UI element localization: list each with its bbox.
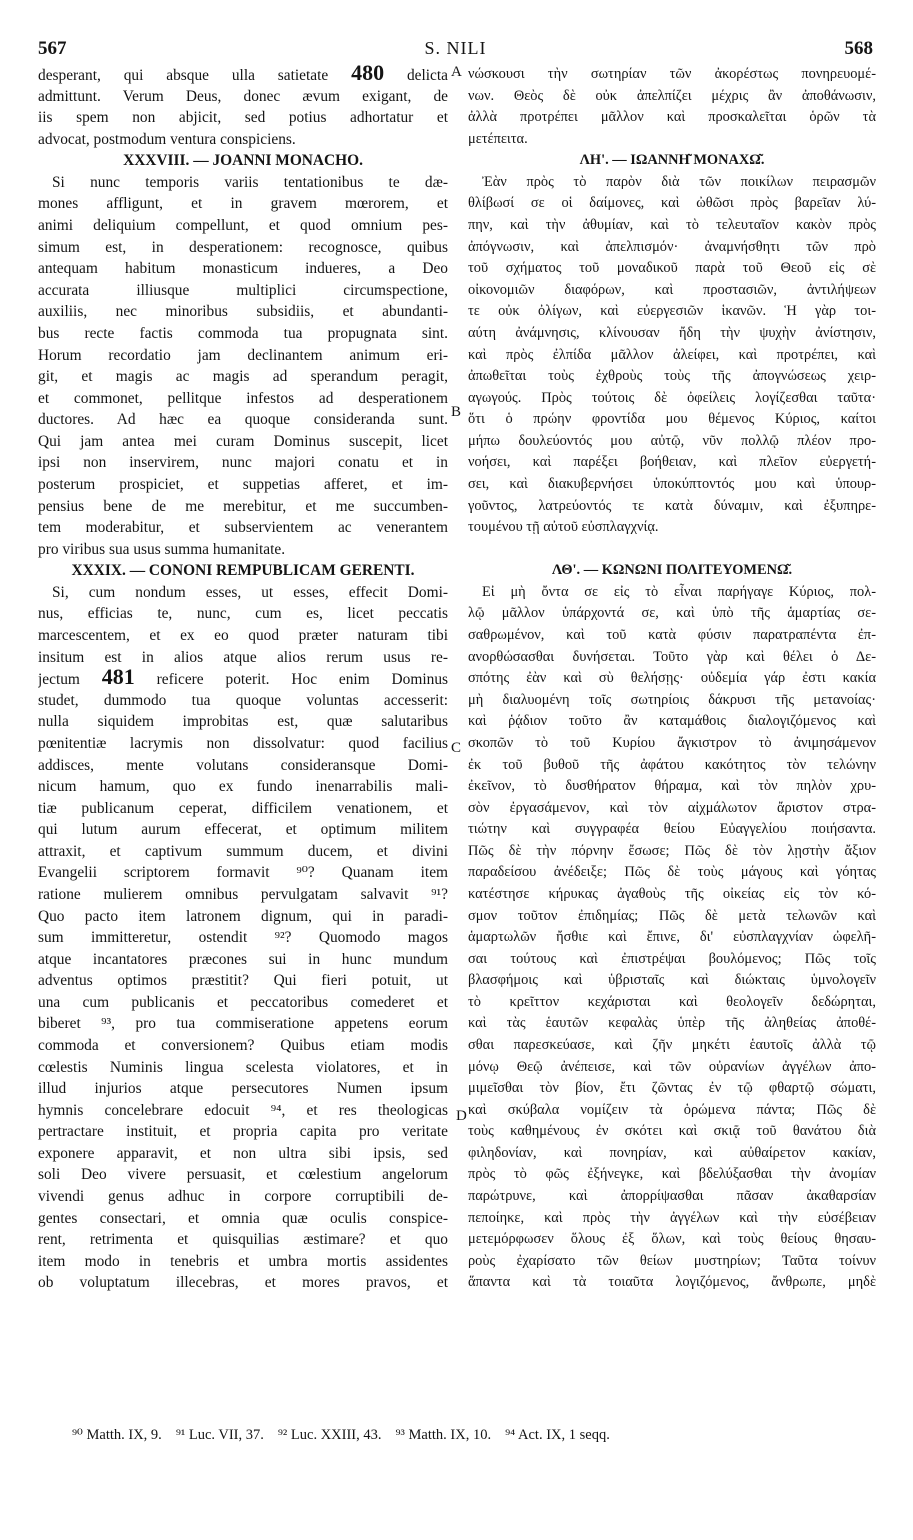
greek-line: αύτη ἀνάμνησις, κλίνουσαν ἤδη τὴν ψυχὴν ἀνίστησιν, (468, 324, 876, 341)
greek-line: καὶ πρὸς ἐλπίδα μᾶλλον ἀλείφει, καὶ προτρέπει, καὶ (468, 346, 876, 363)
greek-line: πην, καὶ τὴν ἀθυμίαν, καὶ τὸ τελευταῖον κακὸν πρὸς (468, 217, 876, 234)
latin-line: admittunt. Verum Deus, donec ævum exigant, de (38, 87, 448, 105)
line-text: desperant, qui absque ulla satietate (38, 67, 352, 84)
latin-column (38, 64, 448, 1294)
greek-line: μὴ διαλυομένη τοῖς σωτηρίοις δάκρυσι τῆς μετανοίας· (468, 691, 876, 708)
greek-line: τιώτην καὶ συγγραφέα θείου Εὐαγγελίου ποιήσαντα. (468, 821, 876, 838)
greek-line: ἀπόγνωσιν, καὶ ἀπελπισμόν· ἀναμνήσθητι τῶν πρὸ (468, 238, 876, 255)
latin-line: atque incantatores præcones sui in hunc mundum (38, 950, 448, 968)
line-text: delicta (384, 67, 448, 84)
latin-line: exponere apparavit, et non ultra sibi ipsis, sed (38, 1144, 448, 1162)
greek-line: πεποίηκε, καὶ πρὸς τὴν ἀγγέλων καὶ τὴν εὐσέβειαν (468, 1209, 876, 1226)
latin-line: pœnitentiæ lacrymis non dissolvatur: quod facilius (38, 734, 448, 752)
latin-line: Si nunc temporis variis tentationibus te dæ- (52, 173, 448, 191)
greek-line: ἀπωθεῖται τοὺς ἐχθροὺς τοὺς τῆς ἀπογνώσεως χειρ- (468, 368, 876, 385)
latin-line: una cum publicanis et peccatoribus comederet et (38, 993, 448, 1011)
greek-line: νοήσει, καὶ παρέξει βοήθειαν, καὶ πλεῖον εὐεργετή- (468, 454, 876, 471)
running-title: S. NILI (424, 38, 487, 58)
greek-line: μόνῳ Θεῷ ἀνέπεισε, καὶ τῶν οὐρανίων ἀγγέλων ἀπο- (468, 1058, 876, 1075)
latin-line: tem moderabitur, et subservientem ac venerantem (38, 519, 448, 537)
latin-line: posterum prospiciet, et suppetias afferet, et im- (38, 475, 448, 493)
greek-line: ανορθώσασθαι δυνήσεται. Τοῦτο γὰρ καὶ θέλει ὁ Δε- (468, 648, 876, 665)
latin-line: hymnis concelebrare edocuit ⁹⁴, et res theologicas (38, 1101, 448, 1119)
latin-line: git, et magis ac magis ad sperandum peragit, (38, 368, 448, 386)
latin-line: pro viribus sua usus summa humanitate. (38, 540, 286, 558)
latin-line: insitum est in alios atque alios rerum usus re- (38, 648, 448, 666)
latin-line: nulla siquidem improbitas est, quæ salutaribus (38, 713, 448, 731)
latin-line: addisces, mente volutans consideransque Domi- (38, 756, 448, 774)
greek-line (468, 539, 876, 561)
latin-line: nus, efficias te, nunc, cum es, licet peccatis (38, 605, 448, 623)
latin-line: pertractare instituit, et propria capita pro veritate (38, 1123, 448, 1141)
latin-line: tiæ publicanum ceperat, difficilem venationem, et (38, 799, 448, 817)
latin-line: marcescentem, et ex eo quod præter naturam tibi (38, 627, 448, 645)
running-header (38, 38, 873, 62)
latin-line: ob voluptatum illecebras, et mores pravos, et (38, 1274, 448, 1292)
latin-line (38, 668, 448, 690)
greek-line: Ἐὰν πρὸς τὸ παρὸν διὰ τῶν ποικίλων πειρασμῶν (482, 173, 876, 190)
footnote: ⁹⁴ Act. IX, 1 seqq. (505, 1427, 610, 1443)
column-number: 481 (101, 668, 135, 690)
latin-line: attraxit, et captivum summum ducem, et divini (38, 842, 448, 860)
latin-line: studet, dummodo tua quoque voluntas accesserit: (38, 691, 448, 709)
latin-line: rent, retrimenta et quisquilias æstimare? et quo (38, 1231, 448, 1249)
latin-line: mones affligunt, et in gravem mœrorem, et (38, 195, 448, 213)
latin-line: item modo in tenebris et umbra mortis assidentes (38, 1252, 448, 1270)
greek-line: αγωγούς. Πρὸς τούτοις δὲ ὀφείλεις λογίζεσθαι ταῦτα· (468, 389, 876, 406)
latin-line: nicum hamum, quo ex fundo inenarrabilis mali- (38, 778, 448, 796)
greek-line: σαι τούτους καὶ ἐπιστρέψαι βουλόμενος; Πῶς τοῖς (468, 950, 876, 967)
greek-line: ἐκ τοῦ βυθοῦ τῆς ἀφάτου κακότητος τὸν τελώνην (468, 756, 876, 773)
column-number: 480 (351, 64, 385, 85)
greek-line: παραδείσου ἀνέδειξε; Πῶς δὲ τοὺς μάγους καὶ γόητας (468, 864, 876, 881)
greek-line: βλασφήμοις καὶ ὑβρισταῖς καὶ διώκταις ὑμνολογεῖν (468, 972, 876, 989)
greek-line: νώσκουσι τὴν σωτηρίαν τῶν ἀκορέστως πονηρευομέ- (468, 66, 876, 82)
greek-line: θλίβωσί σε οἱ δαίμονες, καὶ ὠθῶσι πρὸς βαρεῖαν λύ- (468, 195, 876, 212)
latin-line: Quo pacto item latronem dignum, qui in paradi- (38, 907, 448, 925)
greek-line: μιμεῖσθαι τὸν βίον, ἔτι ζῶντας ἐν τῷ φθαρτῷ σώματι, (468, 1080, 876, 1097)
greek-line: κατέστησε κήρυκας ἀγαθοὺς τῆς οἰκείας εἰς τὸν κό- (468, 885, 876, 902)
greek-line: Εἰ μὴ ὄντα σε εἰς τὸ εἶναι παρήγαγε Κύριος, πολ- (482, 583, 876, 600)
line-text: jectum (38, 671, 102, 689)
greek-line: τουμένου τῇ αὐτοῦ εὐσπλαγχνίᾳ. (468, 519, 659, 536)
greek-line: τε οὐκ ὀλίγων, καὶ εὐεργεσιῶν ἱκανῶν. Ἡ γὰρ τοι- (468, 303, 876, 320)
latin-line: biberet ⁹³, pro tua commiseratione appetens eorum (38, 1015, 448, 1033)
footnote: ⁹⁰ Matth. IX, 9. (72, 1427, 162, 1443)
footnote: ⁹³ Matth. IX, 10. (395, 1427, 492, 1443)
greek-line: γοῦντος, λατρεύοντός τε κατὰ δύναμιν, καὶ ἐξυπηρε- (468, 497, 876, 514)
latin-line: accurata illiusque multiplici circumspectione, (38, 281, 448, 299)
greek-line: σκοπῶν τὸ τοῦ Κυρίου ἄγκιστρον τὸ ἀνιμησάμενον (468, 734, 876, 751)
latin-line: antequam habitum monasticum indueres, a Deo (38, 260, 448, 278)
greek-line: σθαι παρεσκεύασε, καὶ ζῆν μηκέτι ἑαυτοῖς ἀλλὰ τῷ (468, 1037, 876, 1054)
latin-line: Si, cum nondum esses, ut esses, effecit Domi- (52, 583, 448, 601)
page-number-right: 568 (844, 38, 873, 59)
latin-line: animi deliquium compellunt, et quod omnium pes- (38, 217, 448, 235)
greek-line: ἐκεῖνον, τὸ δυσθήρατον θήραμα, καὶ τὸν πηλὸν χρυ- (468, 778, 876, 795)
greek-line: ὅτι ὁ πρώην φροντίδα μου θέμενος Κύριος, καίτοι (468, 411, 876, 428)
greek-line: παρώτρυνε, καὶ ἀπορρίψασθαι πᾶσαν ἀκαθαρσίαν (468, 1188, 876, 1205)
greek-line: μήπω δουλεύοντός μου αὐτῷ, νῦν πολλῷ πλέον προ- (468, 432, 876, 449)
greek-line: σει, καὶ διακυβερνήσει ὑποκύπτοντός μου καὶ ὑπουρ- (468, 475, 876, 492)
greek-line: καὶ τὰς ἑαυτῶν κεφαλὰς ὑπὲρ τῆς ἀληθείας ἀποθέ- (468, 1015, 876, 1032)
latin-line: commoda et conversionem? Quibus etiam modis (38, 1037, 448, 1055)
margin-marker-b: B (451, 404, 462, 420)
greek-line: οἰκονομιῶν διαφόρων, καὶ προστασιῶν, ἀντιλήψεων (468, 281, 876, 298)
latin-line: vivendi genus adhuc in corpore corruptibili de- (38, 1188, 448, 1206)
section-heading: XXXVIII. — JOANNI MONACHO. (123, 152, 363, 170)
greek-line: τὸ κρεῖττον κεχάρισται καὶ θεολογεῖν δεδώρηται, (468, 993, 876, 1010)
greek-line: λῷ μᾶλλον ὑπάρχοντά σε, καὶ ὑπὸ τῆς ἁμαρτίας σε- (468, 605, 876, 622)
margin-marker-d: D (456, 1108, 467, 1124)
footnote: ⁹² Luc. XXIII, 43. (277, 1427, 382, 1443)
latin-line: ductores. Ad hæc ea quoque consideranda sunt. (38, 411, 448, 429)
latin-line: et commonet, pellitque infestos ad desperationem (38, 389, 448, 407)
margin-marker-c: C (451, 740, 462, 756)
greek-line: τοὺς καθημένους ἐν σκότει καὶ σκιᾷ τοῦ θανάτου διὰ (468, 1123, 876, 1140)
latin-line: iis spem non abjicit, sed potius adhortatur et (38, 109, 448, 127)
latin-line (38, 64, 448, 86)
line-text: reficere poterit. Hoc enim Dominus (134, 671, 448, 689)
margin-marker-a: A (451, 64, 462, 80)
greek-line: νων. Θεὸς δὲ οὐκ ἀπελπίζει μέχρις ἂν ἀποθάνωσιν, (468, 87, 876, 104)
greek-line: σαθρωμένον, καὶ τοῦ κατὰ φύσιν παρατραπέντα ἐπ- (468, 627, 876, 644)
greek-line: ροὺς ἐχαρίσατο τῶν θείων μυστηρίων; Ταῦτα τοίνυν (468, 1252, 876, 1269)
greek-line: σὸν ἐργασάμενον, καὶ τὸν αἰχμάλωτον ἄριστον στρα- (468, 799, 876, 816)
latin-line: cœlestis Numinis lingua scelesta violatores, et in (38, 1058, 448, 1076)
latin-line: pensius bene de me merebitur, et me succumben- (38, 497, 448, 515)
greek-column (468, 64, 876, 1294)
latin-line: qui lutum aurum effecerat, et optimum militem (38, 821, 448, 839)
greek-line: πρὸς τὸ φῶς ἐξήνεγκε, καὶ βδελύξασθαι τὴν ἀνομίαν (468, 1166, 876, 1183)
latin-line: ipsi non inservirem, nunc majori conatu et in (38, 454, 448, 472)
latin-line: gentes consectari, et omnia quæ oculis conspice- (38, 1209, 448, 1227)
latin-line: illud injurios atque persecutores Numen ipsum (38, 1080, 448, 1098)
latin-line: Horum recordatio jam declinantem animum eri- (38, 346, 448, 364)
footnotes (72, 1427, 873, 1444)
section-heading: ΛΗ'. — ΙΩΑΝΝΗ͂ ΜΟΝΑΧΩ͂. (579, 152, 765, 169)
greek-line: τοῦ σχήματος τοῦ μοναδικοῦ παρὰ τοῦ Θεοῦ εἰς σὲ (468, 260, 876, 277)
greek-line: καὶ ῥᾴδιον τοῦτο ἂν καταμάθοις διαλογιζόμενος καὶ (468, 713, 876, 730)
latin-line: ratione mulierem omnibus pervulgatam salvavit ⁹¹? (38, 885, 448, 903)
latin-line: Evangelii scriptorem formavit ⁹⁰? Quanam item (38, 864, 448, 882)
footnote: ⁹¹ Luc. VII, 37. (175, 1427, 264, 1443)
greek-line: σμον τοῦτον ἐπιδημίας; Πῶς δὲ μετὰ τελωνῶν καὶ (468, 907, 876, 924)
greek-line: μετέπειτα. (468, 130, 528, 147)
latin-line: adventus optimos præstitit? Qui fieri potuit, ut (38, 972, 448, 990)
latin-line: soli Deo vivere persuasit, et cœlestium angelorum (38, 1166, 448, 1184)
page-number-left: 567 (38, 38, 67, 59)
latin-line: Qui jam antea mei curam Dominus suscepit, licet (38, 432, 448, 450)
greek-line: ἁμαρτωλῶν ἤσθιε καὶ ἔπινε, δι' εὐσπλαγχνίαν ὠφελῆ- (468, 929, 876, 946)
section-heading: ΛΘ'. — ΚΩΝΩΝΙ ΠΟΛΙΤΕΥΟΜΕΝΩ͂. (551, 562, 793, 579)
greek-line: καὶ σκύβαλα νομίζειν τὰ ὁρώμενα πάντα; Πῶς δὲ (468, 1101, 876, 1118)
greek-line: Πῶς δὲ τὴν πόρνην ἔσωσε; Πῶς δὲ τὸν λῃστὴν ἄξιον (468, 842, 876, 859)
latin-line: advocat, postmodum ventura conspiciens. (38, 130, 296, 148)
greek-line: ἀλλὰ προτρέπει μᾶλλον καὶ προσκαλεῖται ὁρῶν τὰ (468, 109, 876, 126)
latin-line: auxiliis, nec minoribus subsidiis, et abundanti- (38, 303, 448, 321)
greek-line: μετεμόρφωσεν ὅλους ἐξ ὅλων, καὶ τοὺς θείους θησαυ- (468, 1231, 876, 1248)
greek-line: φιληδονίαν, καὶ πονηρίαν, καὶ αὐθαίρετον κακίαν, (468, 1144, 876, 1161)
section-heading: XXXIX. — CONONI REMPUBLICAM GERENTI. (71, 562, 415, 580)
latin-line: sum immitteretur, ostendit ⁹²? Quomodo magos (38, 929, 448, 947)
greek-line: ἅπαντα καὶ τὰ τοιαῦτα λογιζόμενος, ἄνθρωπε, μηδὲ (468, 1274, 876, 1291)
latin-line: bus recte factis commoda tua propugnata sint. (38, 324, 448, 342)
greek-line: σπότης ἐὰν καὶ σὺ θελήσῃς· οὐδεμία γάρ ἐστι κακία (468, 670, 876, 687)
latin-line: simum est, in desperationem: recognosce, quibus (38, 238, 448, 256)
